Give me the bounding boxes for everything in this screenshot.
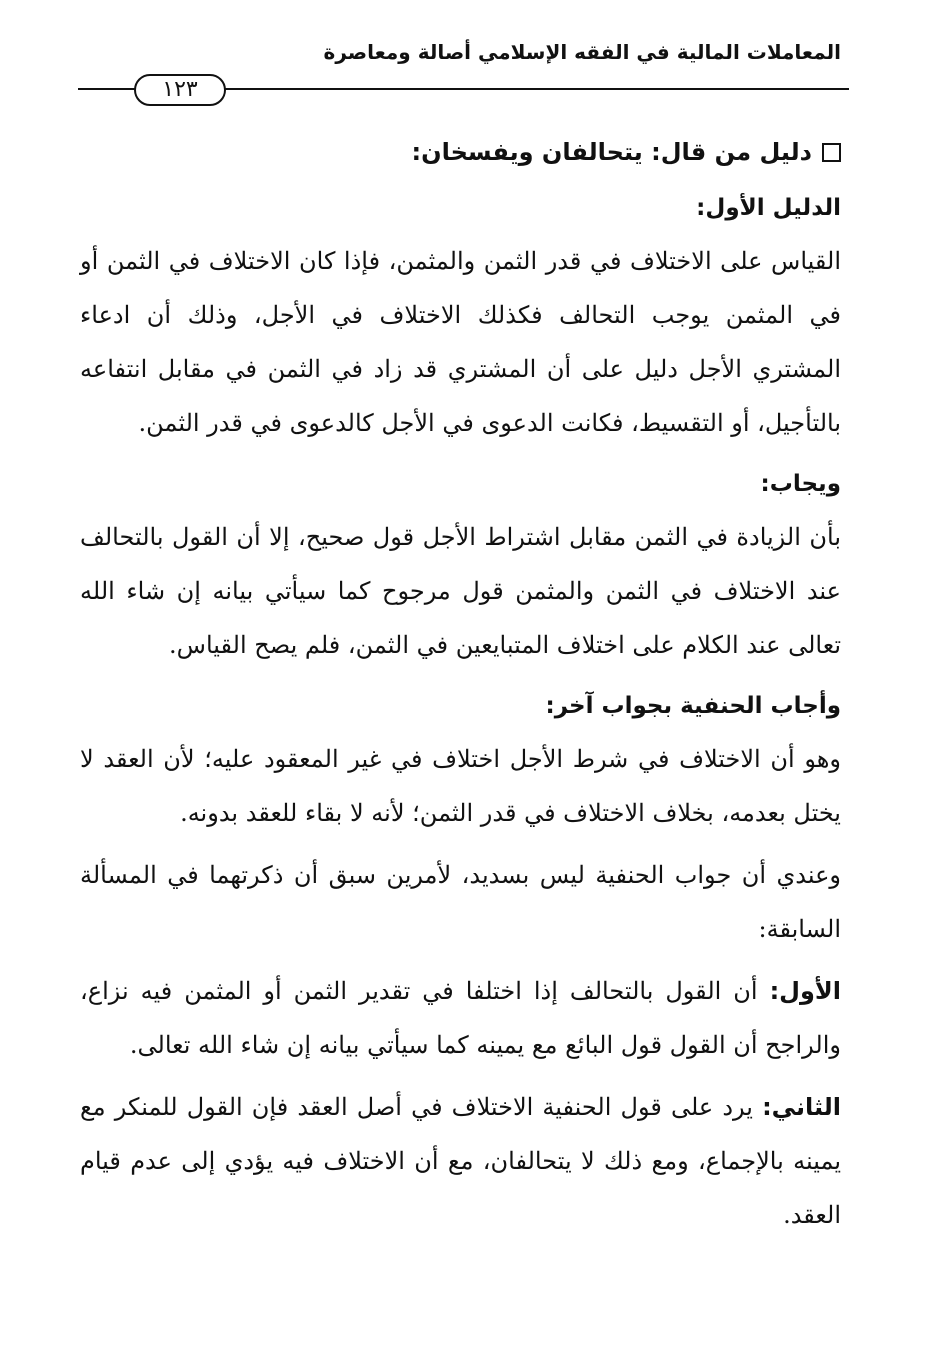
running-header: المعاملات المالية في الفقه الإسلامي أصالة ومعاصرة (323, 40, 841, 64)
first-reason-text: أن القول بالتحالف إذا اختلفا في تقدير الثمن أو المثمن فيه نزاع، والراجح أن القول قول البائع مع يمينه كما سيأتي بيانه إن شاء الله تعالى. (80, 977, 841, 1059)
reply-text: بأن الزيادة في الثمن مقابل اشتراط الأجل قول صحيح، إلا أن القول بالتحالف عند الاختلاف في الثمن والمثمن قول مرجوح كما سيأتي بيانه إن شاء الله تعالى عند الكلام على اختلاف المتبايعين في الثمن، فلم يصح القياس. (80, 523, 841, 659)
second-reason-text: يرد على قول الحنفية الاختلاف في أصل العقد فإن القول للمنكر مع يمينه بالإجماع، ومع ذلك لا يتحالفان، مع أن الاختلاف فيه يؤدي إلى عدم قيام العقد. (80, 1093, 841, 1229)
hanafi-reply-text: وهو أن الاختلاف في شرط الأجل اختلاف في غير المعقود عليه؛ لأن العقد لا يختل بعدمه، بخلاف الاختلاف في قدر الثمن؛ لأنه لا بقاء للعقد بدونه. (80, 745, 841, 827)
second-reason-lead: الثاني: (762, 1093, 841, 1121)
first-reason (80, 964, 841, 1072)
first-evidence-text: القياس على الاختلاف في قدر الثمن والمثمن، فإذا كان الاختلاف في الثمن أو في المثمن يوجب التحالف فكذلك الاختلاف في الأجل، وذلك أن ادعاء المشتري الأجل دليل على أن المشتري قد زاد في الثمن في مقابل انتفاعه بالتأجيل، أو التقسيط، فكانت الدعوى في الأجل كالدعوى في قدر الثمن. (80, 247, 841, 437)
first-reason-lead: الأول: (769, 977, 841, 1005)
page-body (80, 126, 841, 1244)
second-reason (80, 1080, 841, 1242)
hanafi-reply-heading: وأجاب الحنفية بجواب آخر: (545, 693, 841, 719)
square-bullet-icon (822, 143, 841, 162)
first-evidence-heading: الدليل الأول: (696, 195, 841, 221)
reply-heading: ويجاب: (760, 471, 841, 497)
author-view-text: وعندي أن جواب الحنفية ليس بسديد، لأمرين سبق أن ذكرتهما في المسألة السابقة: (80, 861, 841, 943)
section-title: دليل من قال: يتحالفان ويفسخان: (411, 138, 812, 166)
page-number-badge: ١٢٣ (134, 74, 226, 106)
section-heading (80, 126, 841, 178)
